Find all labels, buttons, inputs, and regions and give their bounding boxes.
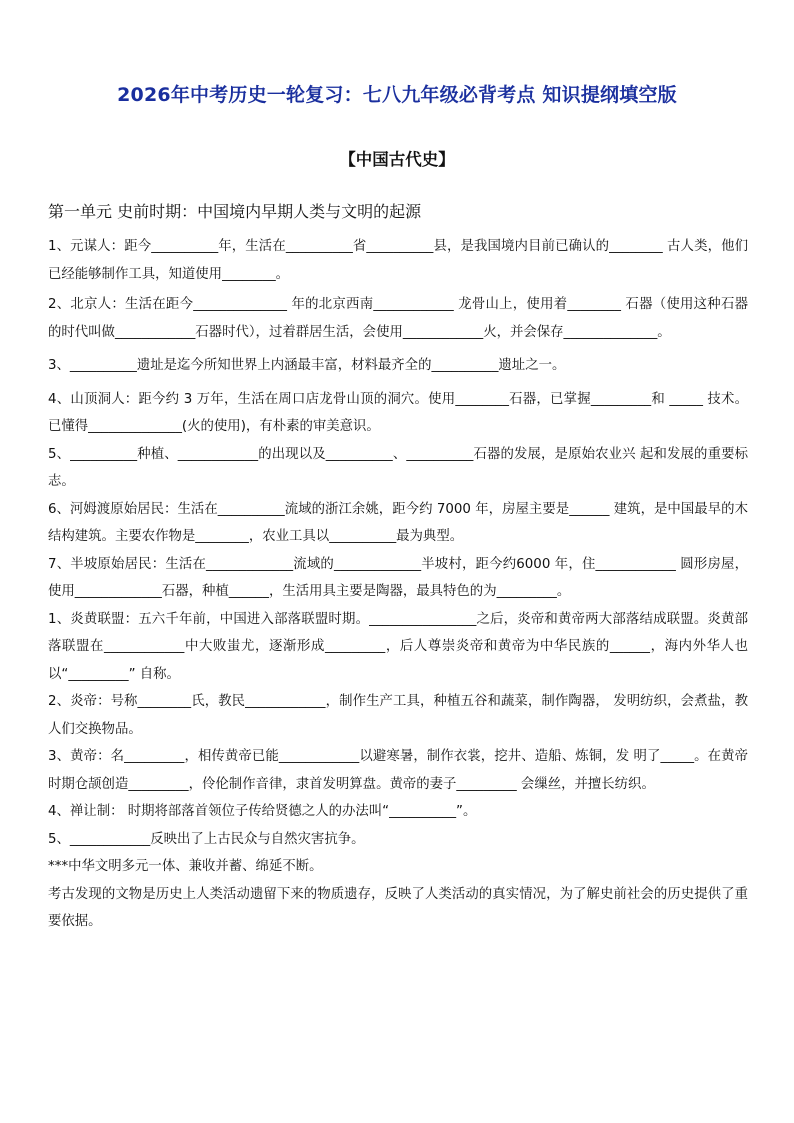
item-banpo: 7、半坡原始居民：生活在_____________流域的_____________半坡村，距今约6000 年，住____________ 圆形房屋，使用_____________石器，种植______，生活用具主要是陶器，最具特色的为_________。: [48, 556, 748, 599]
item-hemudu: 6、河姆渡原始居民：生活在__________流域的浙江余姚，距今约 7000 年，房屋主要是______ 建筑，是中国最早的木结构建筑。主要农作物是________，农业工具以__________最为典型。: [48, 501, 748, 544]
item-yanhuang-alliance: 1、炎黄联盟：五六千年前，中国进入部落联盟时期。________________之后，炎帝和黄帝两大部落结成联盟。炎黄部落联盟在____________中大败蚩尤，逐渐形成_________，后人尊崇炎帝和黄帝为中华民族的______，海内外华人也以“_________” 自称。: [48, 611, 748, 682]
document-title: 2026年中考历史一轮复习：七八九年级必背考点 知识提纲填空版: [117, 84, 677, 106]
item-yuanmou: 1、元谋人：距今__________年，生活在__________省__________县，是我国境内目前已确认的________ 古人类，他们已经能够制作工具，知道使用________。: [48, 239, 748, 282]
item-archaeology-note: 考古发现的文物是历史上人类活动遗留下来的物质遗存，反映了人类活动的真实情况，为了解史前社会的历史提供了重要依据。: [48, 886, 748, 929]
section-title: 【中国古代史】: [339, 150, 455, 169]
item-agriculture-signs: 5、__________种植、____________的出现以及__________、__________石器的发展，是原始农业兴 起和发展的重要标志。: [48, 446, 748, 489]
item-huangdi: 3、黄帝：名_________，相传黄帝已能____________以避寒暑，制作衣裳，挖井、造船、炼铜，发 明了_____。在黄帝时期仓颉创造_________，伶伦制作音律，隶首发明算盘。黄帝的妻子_________ 会缫丝，并擅长纺织。: [48, 749, 748, 792]
item-abdication-system: 4、禅让制： 时期将部落首领位子传给贤德之人的办法叫“__________”。: [48, 804, 477, 819]
outline-content: [48, 233, 748, 936]
item-flood-control: 5、____________反映出了上古民众与自然灾害抗争。: [48, 831, 365, 847]
item-civilization-note: ***中华文明多元一体、兼收并蓄、绵延不断。: [48, 859, 323, 874]
item-peking-man: 2、北京人：生活在距今______________ 年的北京西南____________ 龙骨山上，使用着________ 石器（使用这种石器的时代叫做____________石器时代），过着群居生活，会使用____________火，并会保存______________。: [48, 297, 748, 340]
item-zhoukoudian-site: 3、__________遗址是迄今所知世界上内涵最丰富，材料最齐全的__________遗址之一。: [48, 358, 566, 373]
item-yandi: 2、炎帝：号称________氏，教民____________，制作生产工具，种植五谷和蔬菜，制作陶器， 发明纺织，会煮盐，教人们交换物品。: [48, 694, 748, 737]
item-upper-cave-man: 4、山顶洞人：距今约 3 万年，生活在周口店龙骨山顶的洞穴。使用________石器，已掌握_________和 _____ 技术。已懂得______________(火的使用)，有朴素的审美意识。: [48, 391, 748, 434]
unit-heading: 第一单元 史前时期：中国境内早期人类与文明的起源: [48, 202, 422, 221]
